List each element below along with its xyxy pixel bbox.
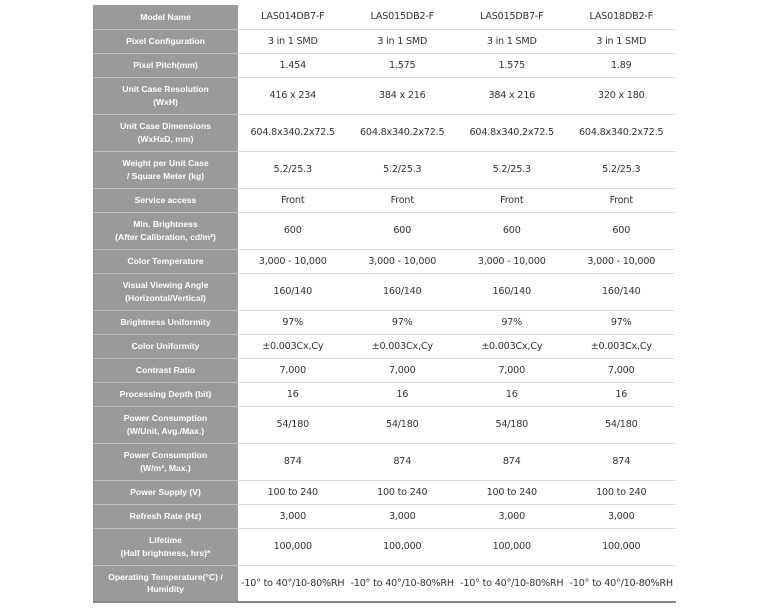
spec-row xyxy=(93,77,676,114)
spec-row xyxy=(93,528,676,565)
spec-value: 7,000 xyxy=(567,358,677,382)
spec-value: 1.575 xyxy=(457,53,567,77)
spec-row xyxy=(93,273,676,310)
spec-value: Front xyxy=(348,188,458,212)
spec-value: 54/180 xyxy=(457,406,567,443)
spec-label: Power Consumption (W/m², Max.) xyxy=(93,443,238,480)
spec-value: 5.2/25.3 xyxy=(238,151,348,188)
spec-value: 7,000 xyxy=(457,358,567,382)
spec-label: Visual Viewing Angle (Horizontal/Vertical) xyxy=(93,273,238,310)
spec-value: 5.2/25.3 xyxy=(457,151,567,188)
spec-value: 416 x 234 xyxy=(238,77,348,114)
spec-row xyxy=(93,358,676,382)
spec-table xyxy=(93,5,676,603)
spec-value: 160/140 xyxy=(238,273,348,310)
spec-value: 54/180 xyxy=(348,406,458,443)
spec-value: 3,000 xyxy=(457,504,567,528)
spec-value: 100,000 xyxy=(567,528,677,565)
spec-row xyxy=(93,310,676,334)
spec-label: Power Consumption (W/Unit, Avg./Max.) xyxy=(93,406,238,443)
spec-row xyxy=(93,504,676,528)
spec-row xyxy=(93,249,676,273)
spec-value: 16 xyxy=(567,382,677,406)
spec-value: 3 in 1 SMD xyxy=(238,29,348,53)
spec-row xyxy=(93,480,676,504)
spec-value: 160/140 xyxy=(567,273,677,310)
spec-value: 604.8x340.2x72.5 xyxy=(457,114,567,151)
spec-value: 874 xyxy=(238,443,348,480)
spec-row xyxy=(93,114,676,151)
spec-label: Refresh Rate (Hz) xyxy=(93,504,238,528)
spec-value: 97% xyxy=(457,310,567,334)
spec-value: ±0.003Cx,Cy xyxy=(457,334,567,358)
spec-label: Brightness Uniformity xyxy=(93,310,238,334)
spec-value: Front xyxy=(238,188,348,212)
spec-value: 100 to 240 xyxy=(457,480,567,504)
spec-value: 5.2/25.3 xyxy=(567,151,677,188)
spec-label: Unit Case Resolution (WxH) xyxy=(93,77,238,114)
spec-value: 600 xyxy=(567,212,677,249)
spec-label: Processing Depth (bit) xyxy=(93,382,238,406)
spec-row xyxy=(93,5,676,29)
spec-value: 3,000 xyxy=(348,504,458,528)
spec-value: Front xyxy=(567,188,677,212)
spec-label: Power Supply (V) xyxy=(93,480,238,504)
spec-value: LAS015DB2-F xyxy=(348,5,458,29)
spec-value: LAS018DB2-F xyxy=(567,5,677,29)
spec-row xyxy=(93,188,676,212)
spec-table-container xyxy=(93,5,676,603)
spec-value: 874 xyxy=(567,443,677,480)
spec-row xyxy=(93,53,676,77)
spec-value: 16 xyxy=(238,382,348,406)
spec-value: 97% xyxy=(567,310,677,334)
spec-label: Lifetime (Half brightness, hrs)* xyxy=(93,528,238,565)
spec-label: Pixel Configuration xyxy=(93,29,238,53)
spec-value: 7,000 xyxy=(348,358,458,382)
spec-row xyxy=(93,382,676,406)
spec-value: 1.575 xyxy=(348,53,458,77)
spec-value: 160/140 xyxy=(348,273,458,310)
spec-value: 384 x 216 xyxy=(348,77,458,114)
spec-value: 16 xyxy=(348,382,458,406)
spec-value: LAS014DB7-F xyxy=(238,5,348,29)
spec-label: Service access xyxy=(93,188,238,212)
spec-value: -10° to 40°/10-80%RH xyxy=(567,565,677,602)
spec-row xyxy=(93,151,676,188)
spec-row xyxy=(93,29,676,53)
spec-value: 874 xyxy=(348,443,458,480)
spec-value: 384 x 216 xyxy=(457,77,567,114)
spec-table-body xyxy=(93,5,676,602)
spec-value: 874 xyxy=(457,443,567,480)
spec-label: Unit Case Dimensions (WxHxD, mm) xyxy=(93,114,238,151)
spec-label: Contrast Ratio xyxy=(93,358,238,382)
spec-label: Weight per Unit Case / Square Meter (kg) xyxy=(93,151,238,188)
spec-value: Front xyxy=(457,188,567,212)
spec-value: 3,000 - 10,000 xyxy=(348,249,458,273)
spec-value: 5.2/25.3 xyxy=(348,151,458,188)
spec-value: -10° to 40°/10-80%RH xyxy=(348,565,458,602)
spec-label: Min. Brightness (After Calibration, cd/m²) xyxy=(93,212,238,249)
spec-value: 600 xyxy=(238,212,348,249)
spec-value: 100,000 xyxy=(238,528,348,565)
spec-value: 3 in 1 SMD xyxy=(348,29,458,53)
spec-value: 1.89 xyxy=(567,53,677,77)
spec-value: ±0.003Cx,Cy xyxy=(238,334,348,358)
spec-value: 16 xyxy=(457,382,567,406)
spec-value: 3,000 - 10,000 xyxy=(457,249,567,273)
spec-label: Operating Temperature(°C) / Humidity xyxy=(93,565,238,602)
spec-value: -10° to 40°/10-80%RH xyxy=(238,565,348,602)
spec-value: LAS015DB7-F xyxy=(457,5,567,29)
spec-value: 3 in 1 SMD xyxy=(457,29,567,53)
spec-value: 3,000 xyxy=(238,504,348,528)
spec-value: 97% xyxy=(348,310,458,334)
spec-row xyxy=(93,565,676,602)
spec-value: 97% xyxy=(238,310,348,334)
spec-value: 54/180 xyxy=(567,406,677,443)
spec-value: 600 xyxy=(348,212,458,249)
spec-label: Pixel Pitch(mm) xyxy=(93,53,238,77)
spec-value: ±0.003Cx,Cy xyxy=(567,334,677,358)
spec-value: 604.8x340.2x72.5 xyxy=(348,114,458,151)
spec-value: 600 xyxy=(457,212,567,249)
spec-value: 7,000 xyxy=(238,358,348,382)
spec-value: 320 x 180 xyxy=(567,77,677,114)
spec-value: 3,000 - 10,000 xyxy=(567,249,677,273)
spec-value: -10° to 40°/10-80%RH xyxy=(457,565,567,602)
spec-value: 604.8x340.2x72.5 xyxy=(567,114,677,151)
spec-value: 54/180 xyxy=(238,406,348,443)
spec-value: 3 in 1 SMD xyxy=(567,29,677,53)
spec-value: 100 to 240 xyxy=(348,480,458,504)
spec-value: 3,000 - 10,000 xyxy=(238,249,348,273)
spec-row xyxy=(93,406,676,443)
spec-value: ±0.003Cx,Cy xyxy=(348,334,458,358)
spec-value: 100 to 240 xyxy=(238,480,348,504)
spec-row xyxy=(93,443,676,480)
spec-value: 3,000 xyxy=(567,504,677,528)
spec-row xyxy=(93,334,676,358)
spec-value: 100 to 240 xyxy=(567,480,677,504)
spec-value: 100,000 xyxy=(457,528,567,565)
spec-value: 100,000 xyxy=(348,528,458,565)
spec-label: Color Uniformity xyxy=(93,334,238,358)
spec-row xyxy=(93,212,676,249)
spec-value: 1.454 xyxy=(238,53,348,77)
spec-value: 604.8x340.2x72.5 xyxy=(238,114,348,151)
spec-value: 160/140 xyxy=(457,273,567,310)
spec-label: Color Temperature xyxy=(93,249,238,273)
spec-label: Model Name xyxy=(93,5,238,29)
